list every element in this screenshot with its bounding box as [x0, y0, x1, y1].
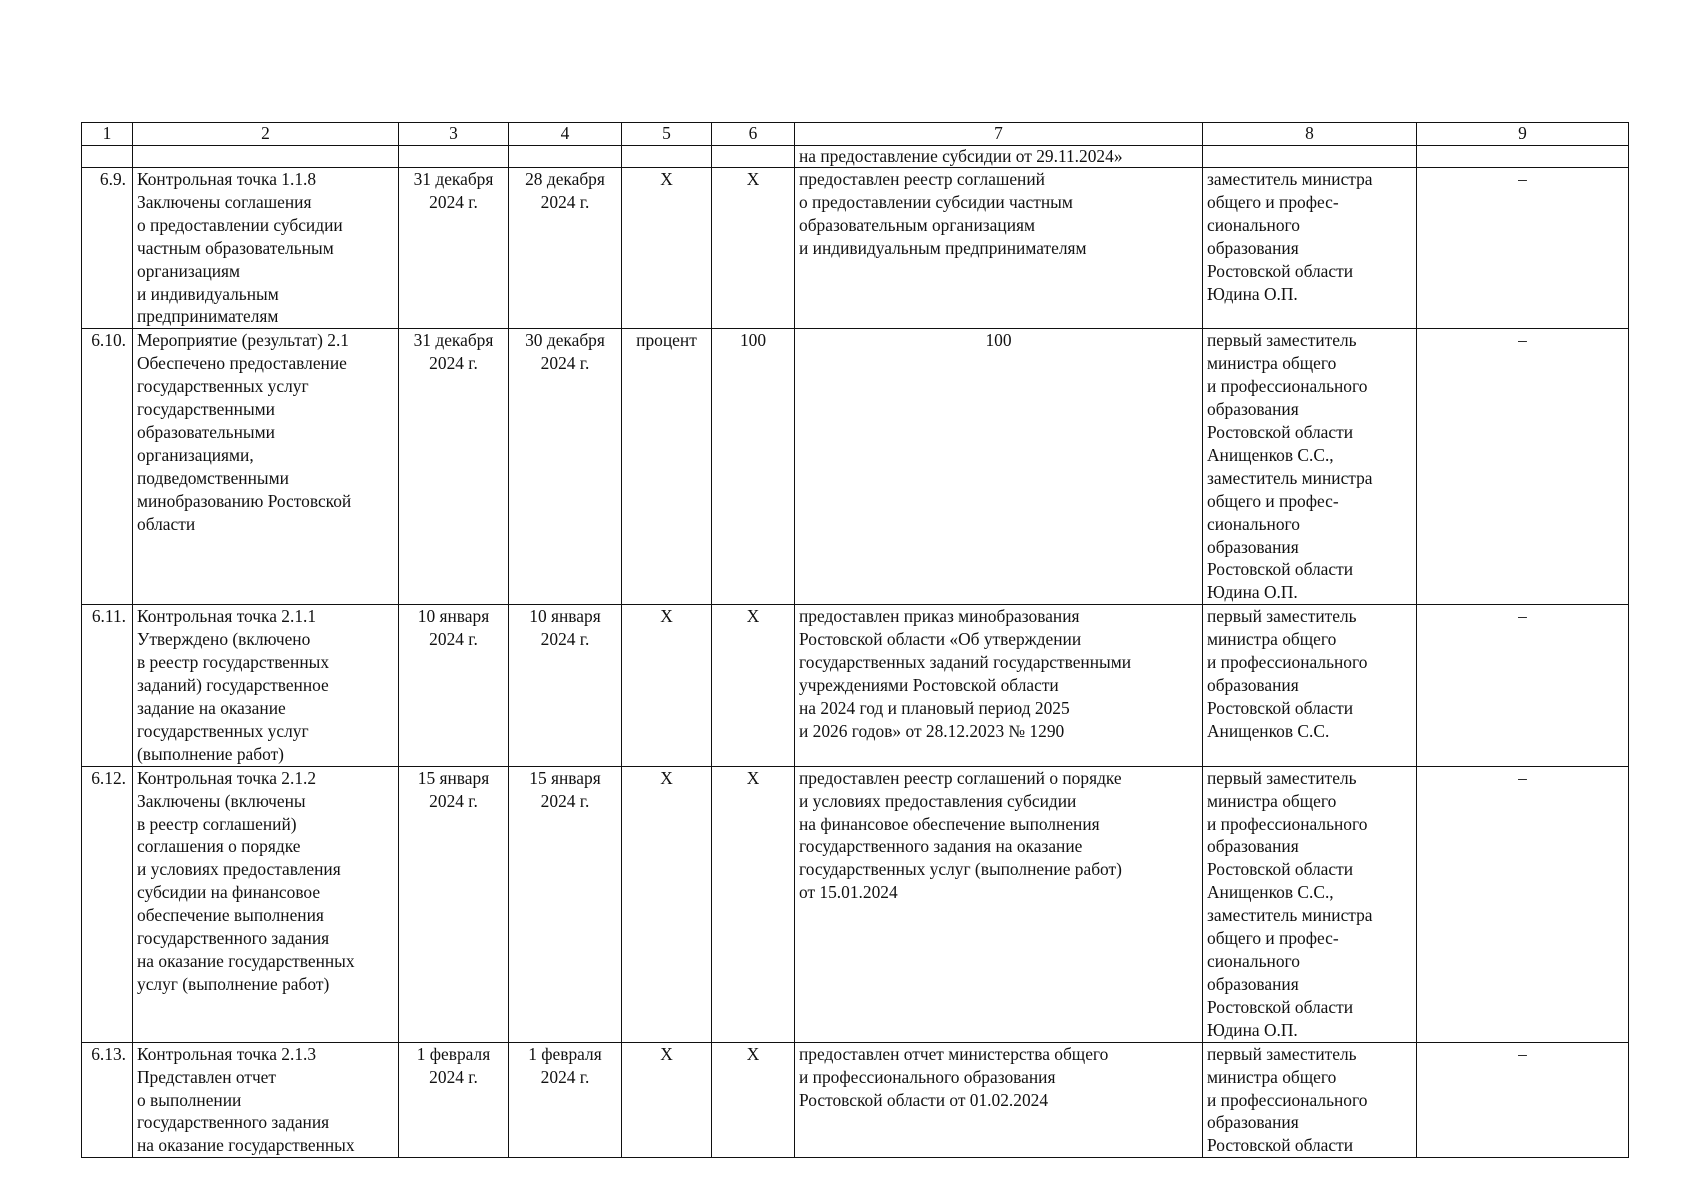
row-number: 6.13. [82, 1042, 133, 1158]
report-table [81, 122, 1629, 1158]
unit: Х [622, 1042, 712, 1158]
note: – [1417, 766, 1629, 1042]
header-col-8: 8 [1203, 123, 1417, 146]
note: – [1417, 329, 1629, 605]
row-number: 6.9. [82, 168, 133, 329]
event-name: Контрольная точка 2.1.1 Утверждено (включено в реестр государственных заданий) государственное задание на оказание государственных услуг (выполнение работ) [133, 605, 399, 766]
value: Х [712, 605, 795, 766]
unit: Х [622, 168, 712, 329]
cell-empty [712, 146, 795, 168]
header-col-5: 5 [622, 123, 712, 146]
header-col-4: 4 [509, 123, 622, 146]
header-col-7: 7 [795, 123, 1203, 146]
result-description: 100 [795, 329, 1203, 605]
unit: Х [622, 605, 712, 766]
note: – [1417, 1042, 1629, 1158]
value: Х [712, 1042, 795, 1158]
fact-date: 28 декабря 2024 г. [509, 168, 622, 329]
plan-date: 1 февраля 2024 г. [399, 1042, 509, 1158]
unit: Х [622, 766, 712, 1042]
table-row [82, 605, 1629, 766]
note: – [1417, 605, 1629, 766]
responsible-person: первый заместитель министра общего и профессионального образования Ростовской области Анищенков С.С. [1203, 605, 1417, 766]
plan-date: 31 декабря 2024 г. [399, 329, 509, 605]
plan-date: 15 января 2024 г. [399, 766, 509, 1042]
cell-empty [1203, 146, 1417, 168]
row-number: 6.10. [82, 329, 133, 605]
event-name: Контрольная точка 2.1.3 Представлен отчет о выполнении государственного задания на оказание государственных [133, 1042, 399, 1158]
row-number: 6.11. [82, 605, 133, 766]
fact-date: 15 января 2024 г. [509, 766, 622, 1042]
result-description: предоставлен реестр соглашений о порядке и условиях предоставления субсидии на финансовое обеспечение выполнения государственного задания на оказание государственных услуг (выполнение работ) от 15.01.2024 [795, 766, 1203, 1042]
responsible-person: первый заместитель министра общего и профессионального образования Ростовской области Анищенков С.С., заместитель министра общего и профес- сионального образования Ростовской области Юдина О.П. [1203, 329, 1417, 605]
event-name: Контрольная точка 1.1.8 Заключены соглашения о предоставлении субсидии частным образовательным организациям и индивидуальным предпринимателям [133, 168, 399, 329]
cell-empty [509, 146, 622, 168]
table-header-row [82, 123, 1629, 146]
cell-empty [622, 146, 712, 168]
result-description: предоставлен отчет министерства общего и профессионального образования Ростовской области от 01.02.2024 [795, 1042, 1203, 1158]
continuation-result: на предоставление субсидии от 29.11.2024» [795, 146, 1203, 168]
cell-empty [1417, 146, 1629, 168]
unit: процент [622, 329, 712, 605]
event-name: Контрольная точка 2.1.2 Заключены (включены в реестр соглашений) соглашения о порядке и условиях предоставления субсидии на финансовое обеспечение выполнения государственного задания на оказание государственных услуг (выполнение работ) [133, 766, 399, 1042]
value: Х [712, 766, 795, 1042]
result-description: предоставлен реестр соглашений о предоставлении субсидии частным образовательным организациям и индивидуальным предпринимателям [795, 168, 1203, 329]
table-row [82, 329, 1629, 605]
responsible-person: заместитель министра общего и профес- сионального образования Ростовской области Юдина О.П. [1203, 168, 1417, 329]
note: – [1417, 168, 1629, 329]
fact-date: 10 января 2024 г. [509, 605, 622, 766]
table-row [82, 766, 1629, 1042]
header-col-3: 3 [399, 123, 509, 146]
fact-date: 1 февраля 2024 г. [509, 1042, 622, 1158]
table-row [82, 1042, 1629, 1158]
row-number: 6.12. [82, 766, 133, 1042]
continuation-row [82, 146, 1629, 168]
cell-empty [82, 146, 133, 168]
result-description: предоставлен приказ минобразования Ростовской области «Об утверждении государственных заданий государственными учреждениями Ростовской области на 2024 год и плановый период 2025 и 2026 годов» от 28.12.2023 № 1290 [795, 605, 1203, 766]
value: 100 [712, 329, 795, 605]
header-col-6: 6 [712, 123, 795, 146]
cell-empty [133, 146, 399, 168]
table-row [82, 168, 1629, 329]
plan-date: 31 декабря 2024 г. [399, 168, 509, 329]
cell-empty [399, 146, 509, 168]
fact-date: 30 декабря 2024 г. [509, 329, 622, 605]
responsible-person: первый заместитель министра общего и профессионального образования Ростовской области [1203, 1042, 1417, 1158]
responsible-person: первый заместитель министра общего и профессионального образования Ростовской области Анищенков С.С., заместитель министра общего и профес- сионального образования Ростовской области Юдина О.П. [1203, 766, 1417, 1042]
plan-date: 10 января 2024 г. [399, 605, 509, 766]
value: Х [712, 168, 795, 329]
header-col-9: 9 [1417, 123, 1629, 146]
event-name: Мероприятие (результат) 2.1 Обеспечено предоставление государственных услуг государственными образовательными организациями, подведомственными минобразованию Ростовской области [133, 329, 399, 605]
header-col-2: 2 [133, 123, 399, 146]
header-col-1: 1 [82, 123, 133, 146]
